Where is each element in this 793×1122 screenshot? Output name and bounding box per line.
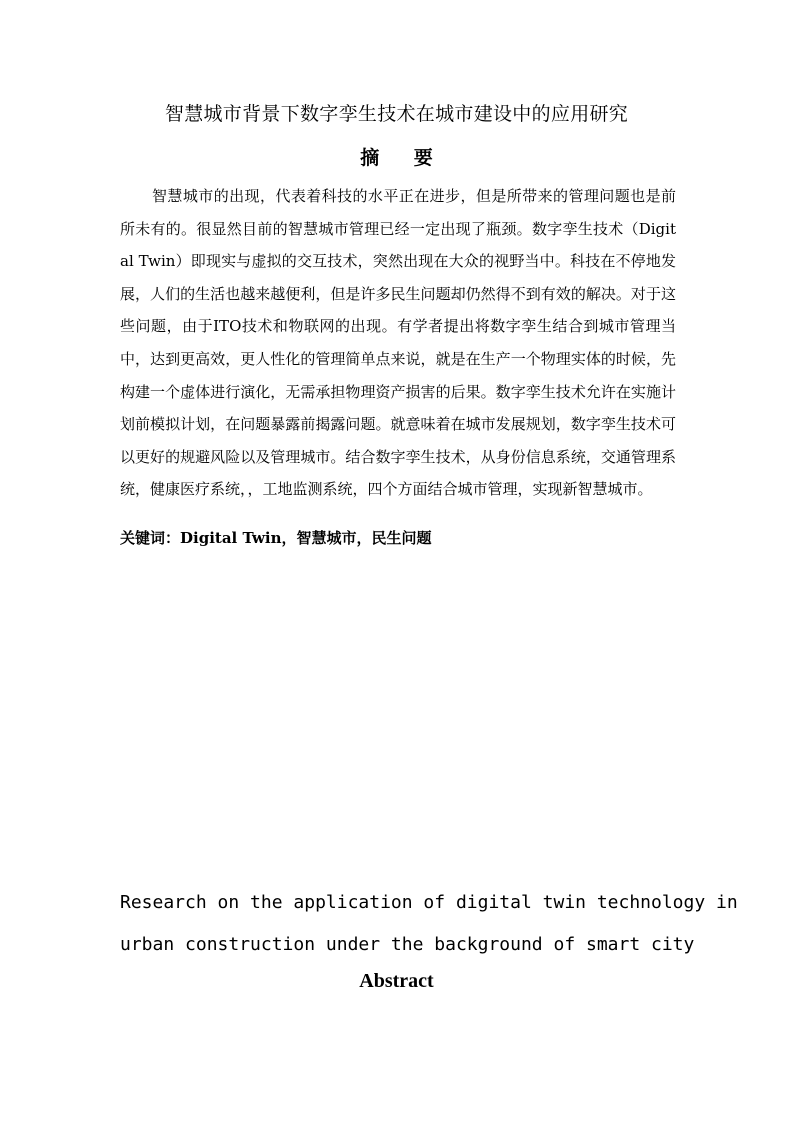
english-title-line-1: Research on the application of digital twin technology in [120,892,738,913]
chinese-abstract-heading: 摘 要 [360,147,447,169]
chinese-abstract-body: 智慧城市的出现，代表着科技的水平正在进步，但是所带来的管理问题也是前所未有的。很显然目前的智慧城市管理已经一定出现了瓶颈。数字孪生技术（Digital Twin）即现实与虚拟的交互技术，突然出现在大众的视野当中。科技在不停地发展，人们的生活也越来越便利，但是许多民生问题却仍然得不到有效的解决。对于这些问题，由于ITO技术和物联网的出现。有学者提出将数字孪生结合到城市管理当中，达到更高效，更人性化的管理简单点来说，就是在生产一个物理实体的时候，先构建一个虚体进行演化，无需承担物理资产损害的后果。数字孪生技术允许在实施计划前模拟计划，在问题暴露前揭露问题。就意味着在城市发展规划，数字孪生技术可以更好的规避风险以及管理城市。结合数字孪生技术，从身份信息系统，交通管理系统，健康医疗系统，，工地监测系统，四个方面结合城市管理，实现新智慧城市。 [120,187,676,499]
english-title [120,882,738,966]
keywords-line: 关键词：Digital Twin，智慧城市，民生问题 [120,529,432,547]
english-abstract-heading: Abstract [359,970,434,992]
chinese-title: 智慧城市背景下数字孪生技术在城市建设中的应用研究 [164,103,629,125]
english-title-line-2: urban construction under the background of smart city [120,934,695,955]
